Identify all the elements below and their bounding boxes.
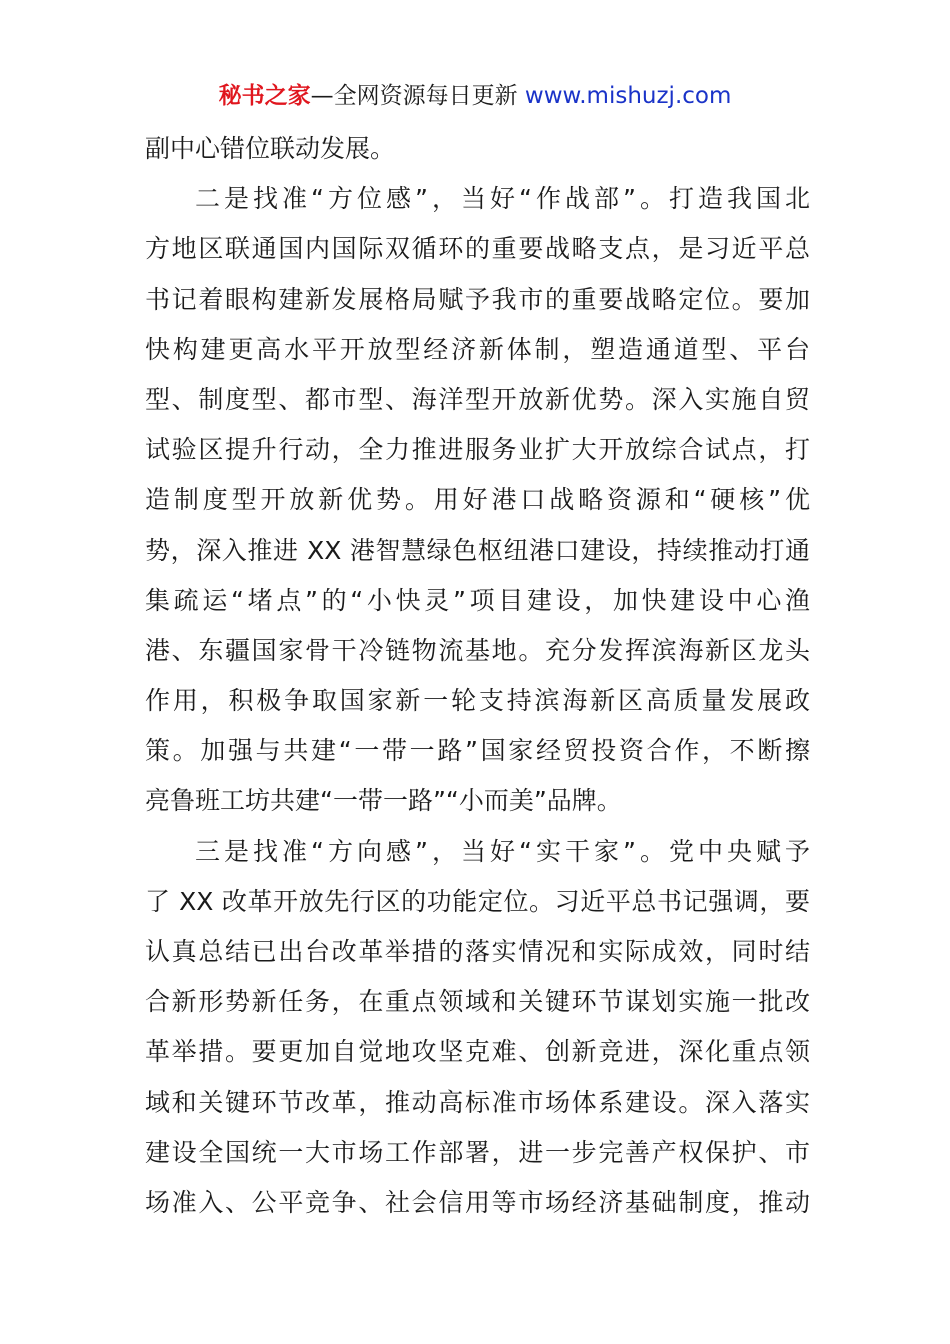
text-line: 方地区联通国内国际双循环的重要战略支点，是习近平总 bbox=[145, 234, 810, 264]
text-line: 作用，积极争取国家新一轮支持滨海新区高质量发展政 bbox=[145, 686, 810, 716]
text-line: 革举措。要更加自觉地攻坚克难、创新竞进，深化重点领 bbox=[145, 1037, 810, 1067]
paragraph-first-line: 二是找准“方位感”，当好“作战部”。打造我国北 bbox=[195, 184, 810, 214]
site-url[interactable]: www.mishuzj.com bbox=[524, 83, 732, 109]
text-line: 势，深入推进 XX 港智慧绿色枢纽港口建设，持续推动打通 bbox=[145, 535, 810, 565]
text-line: 策。加强与共建“一带一路”国家经贸投资合作，不断擦 bbox=[145, 736, 810, 766]
text-line: 集疏运“堵点”的“小快灵”项目建设，加快建设中心渔 bbox=[145, 585, 810, 615]
text-line: 域和关键环节改革，推动高标准市场体系建设。深入落实 bbox=[145, 1087, 810, 1117]
text-line: 亮鲁班工坊共建“一带一路”“小而美”品牌。 bbox=[145, 786, 622, 816]
text-line: 造制度型开放新优势。用好港口战略资源和“硬核”优 bbox=[145, 485, 810, 515]
text-line: 型、制度型、都市型、海洋型开放新优势。深入实施自贸 bbox=[145, 384, 810, 414]
text-line: 试验区提升行动，全力推进服务业扩大开放综合试点，打 bbox=[145, 435, 810, 465]
document-body bbox=[145, 124, 810, 1228]
text-line: 书记着眼构建新发展格局赋予我市的重要战略定位。要加 bbox=[145, 284, 810, 314]
text-line: 合新形势新任务，在重点领域和关键环节谋划实施一批改 bbox=[145, 987, 810, 1017]
text-line: 认真总结已出台改革举措的落实情况和实际成效，同时结 bbox=[145, 937, 810, 966]
text-line: 快构建更高水平开放型经济新体制，塑造通道型、平台 bbox=[145, 334, 810, 364]
text-line: 副中心错位联动发展。 bbox=[145, 134, 396, 163]
brand-name: 秘书之家 bbox=[218, 83, 311, 109]
text-line: 了 XX 改革开放先行区的功能定位。习近平总书记强调，要 bbox=[145, 886, 810, 916]
text-line: 建设全国统一大市场工作部署，进一步完善产权保护、市 bbox=[145, 1137, 810, 1167]
paragraph-first-line: 三是找准“方向感”，当好“实干家”。党中央赋予 bbox=[195, 836, 810, 866]
header-slogan: —全网资源每日更新 bbox=[310, 83, 518, 109]
text-line: 场准入、公平竞争、社会信用等市场经济基础制度，推动 bbox=[145, 1187, 810, 1217]
site-header bbox=[0, 80, 950, 112]
text-line: 港、东疆国家骨干冷链物流基地。充分发挥滨海新区龙头 bbox=[145, 635, 810, 665]
